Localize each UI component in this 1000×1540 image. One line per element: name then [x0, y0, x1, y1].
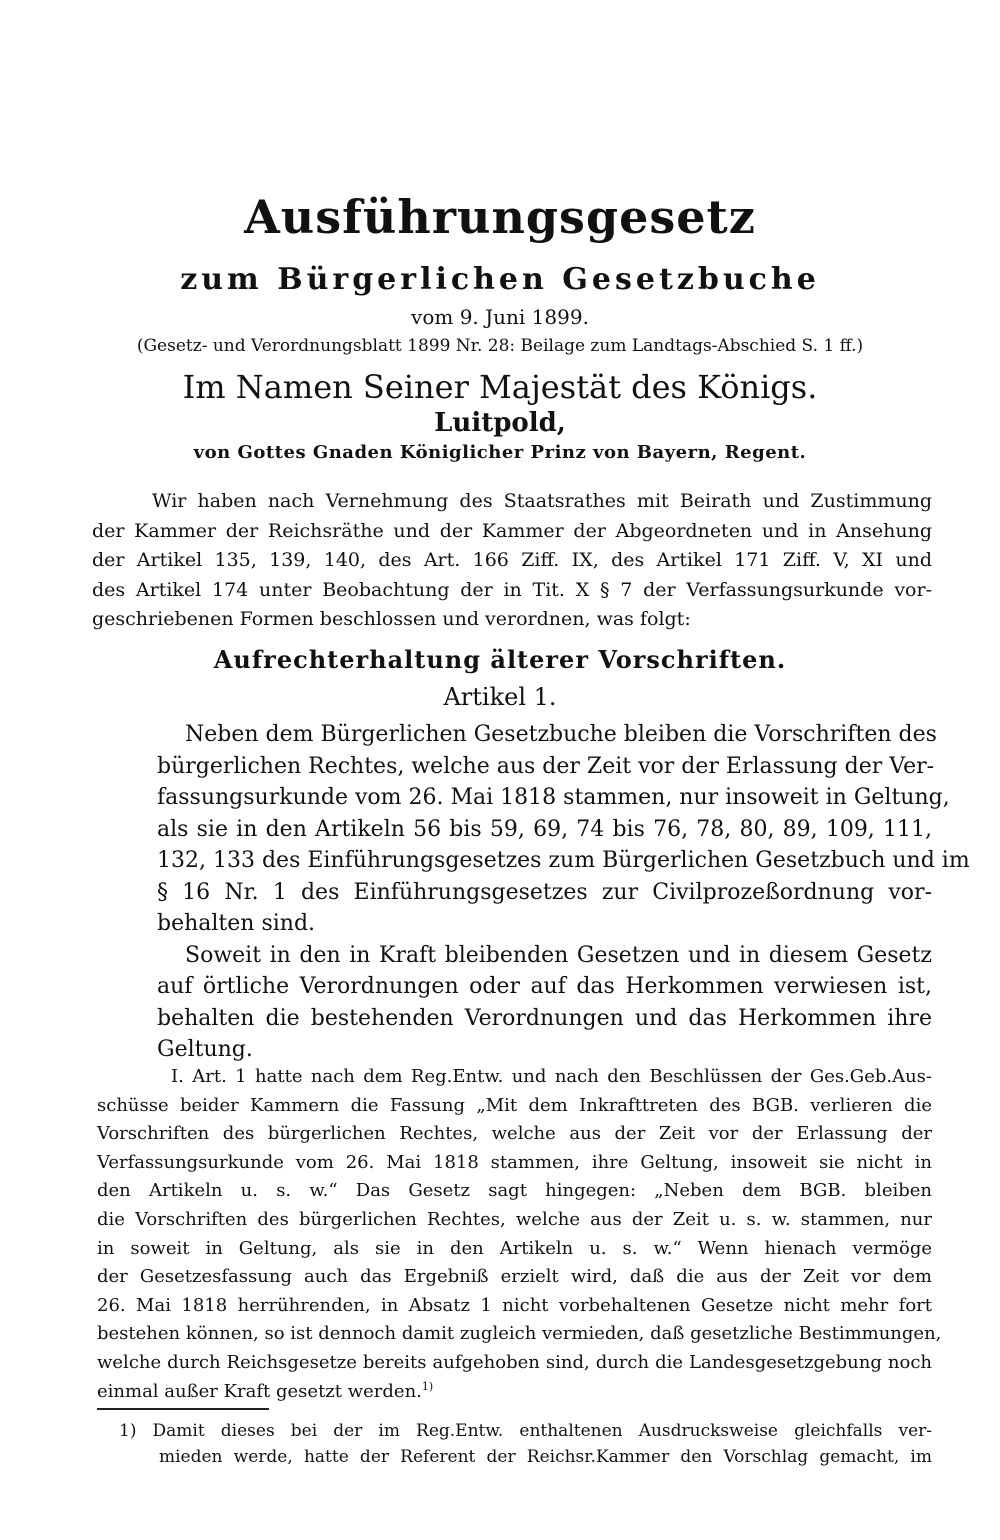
note-line-last: [97, 1378, 932, 1407]
article-line: als sie in den Artikeln 56 bis 59, 69, 74 bis 76, 78, 80, 89, 109, 111,: [157, 816, 932, 842]
article-line: fassungsurkunde vom 26. Mai 1818 stammen, nur insoweit in Geltung,: [157, 785, 950, 810]
footnote-reference[interactable]: 1): [421, 1379, 434, 1393]
article-body: [157, 719, 970, 1066]
note-line: welche durch Reichsgesetze bereits aufgehoben sind, durch die Landesgesetzgebung noch: [97, 1351, 932, 1373]
document-date: vom 9. Juni 1899.: [411, 305, 589, 329]
preamble-line: geschriebenen Formen beschlossen und verordnen, was folgt:: [92, 608, 691, 630]
preamble-line: der Artikel 135, 139, 140, des Art. 166 Ziff. IX, des Artikel 171 Ziff. V, XI und: [92, 549, 932, 571]
note-line: die Vorschriften des bürgerlichen Rechtes, welche aus der Zeit u. s. w. stammen, nur: [97, 1208, 932, 1230]
section-heading: Aufrechterhaltung älterer Vorschriften.: [213, 645, 787, 674]
note-line-text: einmal außer Kraft gesetzt werden.: [97, 1380, 422, 1402]
article-line: Neben dem Bürgerlichen Gesetzbuche bleiben die Vorschriften des: [185, 722, 937, 747]
note-line: in soweit in Geltung, als sie in den Artikeln u. s. w.“ Wenn hienach vermöge: [97, 1237, 932, 1259]
note-line: schüsse beider Kammern die Fassung „Mit dem Inkrafttreten des BGB. verlieren die: [97, 1094, 932, 1116]
document-title: Ausführungsgesetz: [244, 190, 756, 244]
note-line: I. Art. 1 hatte nach dem Reg.Entw. und nach den Beschlüssen der Ges.Geb.Aus-: [171, 1066, 932, 1087]
note-line: Verfassungsurkunde vom 26. Mai 1818 stammen, ihre Geltung, insoweit sie nicht in: [97, 1151, 932, 1173]
preamble-line: des Artikel 174 unter Beobachtung der in Tit. X § 7 der Verfassungsurkunde vor-: [92, 578, 932, 601]
document-subtitle: zum Bürgerlichen Gesetzbuche: [180, 262, 820, 297]
preamble-line: Wir haben nach Vernehmung des Staatsrathes mit Beirath und Zustimmung: [152, 490, 932, 512]
footnote-divider: [97, 1408, 269, 1410]
note-line: 26. Mai 1818 herrührenden, in Absatz 1 nicht vorbehaltenen Gesetze nicht mehr fort: [97, 1294, 932, 1316]
document-source: (Gesetz- und Verordnungsblatt 1899 Nr. 28: Beilage zum Landtags-Abschied S. 1 ff.): [136, 336, 864, 356]
article-line: auf örtliche Verordnungen oder auf das Herkommen verwiesen ist,: [157, 974, 932, 999]
article-line: Geltung.: [157, 1037, 253, 1062]
footnote: [119, 1418, 932, 1470]
article-line: 132, 133 des Einführungsgesetzes zum Bürgerlichen Gesetzbuch und im: [157, 848, 970, 873]
regent-name: Luitpold,: [434, 408, 566, 438]
note-line: der Gesetzesfassung auch das Ergebniß erzielt wird, daß die aus der Zeit vor dem: [97, 1266, 932, 1288]
note-line: Vorschriften des bürgerlichen Rechtes, welche aus der Zeit vor der Erlassung der: [97, 1123, 932, 1145]
preamble: [92, 487, 932, 635]
footnote-line: 1) Damit dieses bei der im Reg.Entw. enthaltenen Ausdrucksweise gleichfalls ver-: [119, 1421, 932, 1441]
footnote-line: mieden werde, hatte der Referent der Reichsr.Kammer den Vorschlag gemacht, im: [159, 1447, 932, 1467]
article-line: behalten sind.: [157, 911, 316, 936]
preamble-line: der Kammer der Reichsräthe und der Kammer der Abgeordneten und in Ansehung: [92, 519, 932, 542]
regent-title: von Gottes Gnaden Königlicher Prinz von Bayern, Regent.: [193, 442, 807, 463]
article-line: behalten die bestehenden Verordnungen und das Herkommen ihre: [157, 1005, 932, 1031]
note-line: bestehen können, so ist dennoch damit zugleich vermieden, daß gesetzliche Bestimmungen,: [97, 1323, 942, 1345]
article-heading: Artikel 1.: [443, 683, 557, 711]
im-namen-heading: Im Namen Seiner Majestät des Königs.: [182, 368, 818, 406]
article-line: Soweit in den in Kraft bleibenden Gesetzen und in diesem Gesetz: [185, 942, 932, 968]
article-line: § 16 Nr. 1 des Einführungsgesetzes zur Civilprozeßordnung vor-: [157, 879, 932, 905]
commentary-note: [97, 1063, 942, 1406]
note-line: den Artikeln u. s. w.“ Das Gesetz sagt hingegen: „Neben dem BGB. bleiben: [97, 1180, 932, 1202]
article-line: bürgerlichen Rechtes, welche aus der Zeit vor der Erlassung der Ver-: [157, 753, 935, 779]
